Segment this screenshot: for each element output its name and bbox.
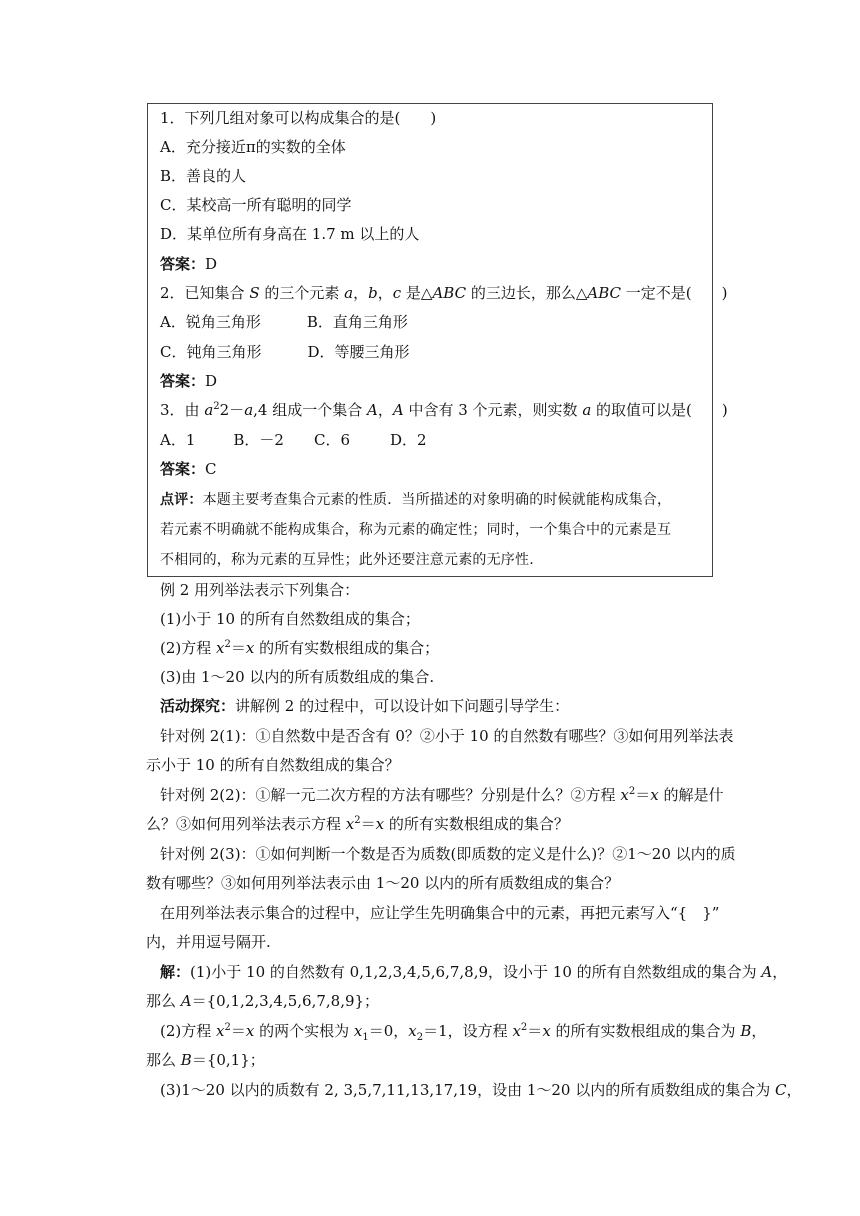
activity-p1-line2: 示小于 10 的所有自然数组成的集合？ bbox=[146, 756, 400, 774]
q2-option-a: A．锐角三角形 bbox=[160, 313, 261, 331]
q2-options-row2 bbox=[160, 342, 410, 362]
q3-option-b: B．－2 bbox=[233, 431, 284, 449]
q3-option-c: C．6 bbox=[313, 431, 350, 449]
comment-line-2: 若元素不明确就不能构成集合，称为元素的确定性；同时，一个集合中的元素是互 bbox=[160, 522, 672, 538]
q1-option-a: A．充分接近π的实数的全体 bbox=[160, 138, 346, 156]
activity-p2-line1: 针对例 2(2)：①解一元二次方程的方法有哪些？分别是什么？②方程 $x^2=x$ 的解是什 bbox=[160, 786, 724, 804]
q2-options-row1 bbox=[160, 312, 408, 332]
q3-option-a: A．1 bbox=[160, 431, 196, 449]
example-2-item-3: (3)由 1～20 以内的所有质数组成的集合. bbox=[160, 668, 435, 686]
activity-p3-line1: 针对例 2(3)：①如何判断一个数是否为质数(即质数的定义是什么)？②1～20 以内的质 bbox=[160, 845, 736, 863]
activity-p2-line2: 么？③如何用列举法表示方程 $x^2=x$ 的所有实数根组成的集合？ bbox=[146, 815, 569, 833]
example-2-title: 例 2 用列举法表示下列集合： bbox=[160, 581, 360, 599]
q1-answer bbox=[160, 254, 217, 274]
q2-option-b: B．直角三角形 bbox=[306, 313, 408, 331]
q2-option-d: D．等腰三角形 bbox=[307, 343, 410, 361]
answer-value: D bbox=[205, 255, 218, 273]
comment-label: 点评： bbox=[160, 492, 203, 508]
activity-p1-line1: 针对例 2(1)：①自然数中是否含有 0？②小于 10 的自然数有哪些？③如何用列举法表 bbox=[160, 727, 734, 745]
q1-option-c: C．某校高一所有聪明的同学 bbox=[160, 196, 352, 214]
q1-option-b: B．善良的人 bbox=[160, 167, 247, 185]
example-2-item-1: (1)小于 10 的所有自然数组成的集合； bbox=[160, 610, 420, 628]
activity-p4-line2: 内，并用逗号隔开. bbox=[146, 933, 271, 951]
q1-option-d: D．某单位所有身高在 1.7 m 以上的人 bbox=[160, 225, 420, 243]
exercise-box bbox=[147, 103, 728, 577]
q2-stem: 2．已知集合 S 的三个元素 a，b，c 是△ABC 的三边长，那么△ABC 一定不是( ) bbox=[160, 284, 728, 302]
comment-line-3: 不相同的，称为元素的互异性；此外还要注意元素的无序性. bbox=[160, 552, 534, 568]
comment-line-1: 点评：本题主要考查集合元素的性质．当所描述的对象明确的时候就能构成集合， bbox=[160, 492, 672, 508]
q3-answer: 答案：C bbox=[160, 460, 217, 478]
solution-2-line2: 那么 B＝{0,1}； bbox=[146, 1051, 265, 1069]
solution-3-line1: (3)1～20 以内的质数有 2, 3,5,7,11,13,17,19，设由 1～20 以内的所有质数组成的集合为 C， bbox=[160, 1081, 802, 1099]
q3-stem: 3．由 $a^22-a,4$ 组成一个集合 A，A 中含有 3 个元素，则实数 a 的取值可以是( ) bbox=[160, 401, 728, 419]
activity-intro: 活动探究：讲解例 2 的过程中，可以设计如下问题引导学生： bbox=[160, 697, 570, 715]
solution-1-line1: 解：(1)小于 10 的自然数有 0,1,2,3,4,5,6,7,8,9，设小于 10 的所有自然数组成的集合为 A， bbox=[160, 963, 788, 981]
solution-2-line1: (2)方程 $x^2=x$ 的两个实根为 $x_1=0$，$x_2=1$，设方程 $x^2=x$ 的所有实数根组成的集合为 B， bbox=[160, 1022, 767, 1043]
solution-1-line2: 那么 A＝{0,1,2,3,4,5,6,7,8,9}； bbox=[146, 992, 380, 1010]
q3-option-d: D．2 bbox=[390, 431, 427, 449]
activity-p4-line1: 在用列举法表示集合的过程中，应让学生先明确集合中的元素，再把元素写入“{ }” bbox=[160, 904, 720, 922]
example-2-item-2: (2)方程 $x^2=x$ 的所有实数根组成的集合； bbox=[160, 639, 440, 657]
q3-options bbox=[160, 430, 427, 450]
q1-stem: 1．下列几组对象可以构成集合的是( ) bbox=[160, 109, 437, 127]
answer-label: 答案： bbox=[160, 255, 206, 273]
q2-option-c: C．钝角三角形 bbox=[160, 343, 262, 361]
activity-p3-line2: 数有哪些？③如何用列举法表示由 1～20 以内的所有质数组成的集合？ bbox=[146, 874, 620, 892]
solution-label: 解： bbox=[160, 963, 191, 981]
q2-answer: 答案：D bbox=[160, 372, 218, 390]
